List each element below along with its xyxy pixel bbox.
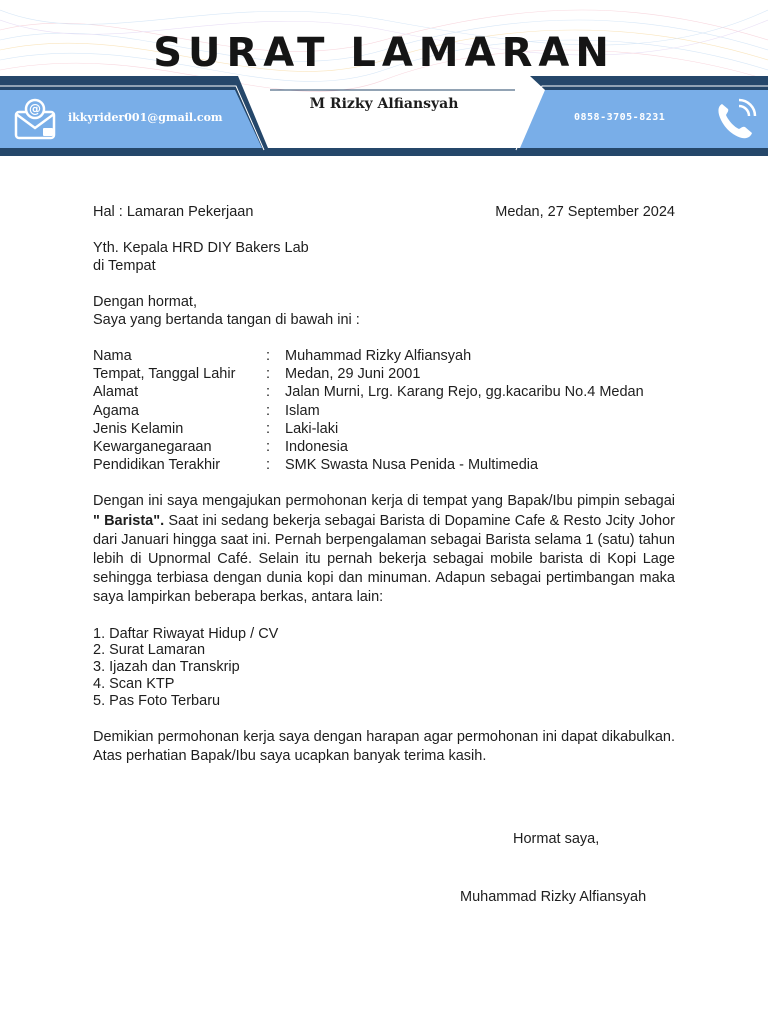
place-date: Medan, 27 September 2024 [495, 204, 675, 220]
recipient-line: Yth. Kepala HRD DIY Bakers Lab [93, 240, 309, 256]
recipient-location: di Tempat [93, 258, 156, 274]
letter-body [93, 203, 675, 766]
intro-line: Saya yang bertanda tangan di bawah ini : [93, 312, 360, 328]
detail-row: Kewarganegaraan : Indonesia [93, 439, 348, 456]
subject-line: Hal : Lamaran Pekerjaan [93, 204, 254, 220]
list-item: 2. Surat Lamaran [93, 642, 206, 659]
detail-row: Agama : Islam [93, 402, 320, 419]
page-title: SURAT LAMARAN [153, 30, 615, 76]
list-item: 3. Ijazah dan Transkrip [93, 659, 240, 676]
detail-row: Pendidikan Terakhir : SMK Swasta Nusa Penida - Multimedia [93, 457, 539, 474]
detail-row: Nama : Muhammad Rizky Alfiansyah [93, 348, 472, 364]
attachment-list [93, 626, 675, 710]
phone-number: 0858-3705-8231 [574, 112, 666, 123]
applicant-name-header: M Rizky Alfiansyah [309, 96, 459, 112]
subject-date-row [93, 203, 675, 221]
list-item: 4. Scan KTP [93, 676, 175, 693]
greeting: Dengan hormat, [93, 294, 197, 310]
closing-salutation: Hormat saya, [513, 831, 600, 847]
body-paragraph: Dengan ini saya mengajukan permohonan kerja di tempat yang Bapak/Ibu pimpin sebagai " Barista". Saat ini sedang bekerja sebagai Barista di Dopamine Cafe & Resto Jcity Johor dari Januari hingga saat ini. Pernah berpengalaman sebagai Barista selama 1 (satu) tahun lebih di Upnormal Café. Selain itu pernah bekerja sebagai mobile barista di Kopi Lage sehingga terbiasa dengan dunia kopi dan minuman. Adapun sebagai pertimbangan maka saya lampirkan beberapa berkas, antara lain: [93, 493, 675, 606]
signer-name: Muhammad Rizky Alfiansyah [460, 889, 647, 905]
list-item: 5. Pas Foto Terbaru [93, 692, 221, 709]
letterhead [0, 0, 768, 170]
svg-text:@: @ [29, 102, 41, 116]
applicant-details [93, 347, 644, 474]
list-item: 1. Daftar Riwayat Hidup / CV [93, 625, 279, 642]
letterhead-decoration [0, 0, 768, 170]
detail-row: Jenis Kelamin : Laki-laki [93, 420, 339, 437]
closing-paragraph: Demikian permohonan kerja saya dengan harapan agar permohonan ini dapat dikabulkan. Atas perhatian Bapak/Ibu saya ucapkan banyak terima kasih. [93, 728, 675, 764]
position-name: " Barista". [93, 512, 165, 529]
detail-row: Tempat, Tanggal Lahir : Medan, 29 Juni 2001 [93, 366, 421, 383]
detail-row: Alamat : Jalan Murni, Lrg. Karang Rejo, gg.kacaribu No.4 Medan [93, 384, 644, 401]
email-address: ikkyrider001@gmail.com [68, 111, 223, 124]
